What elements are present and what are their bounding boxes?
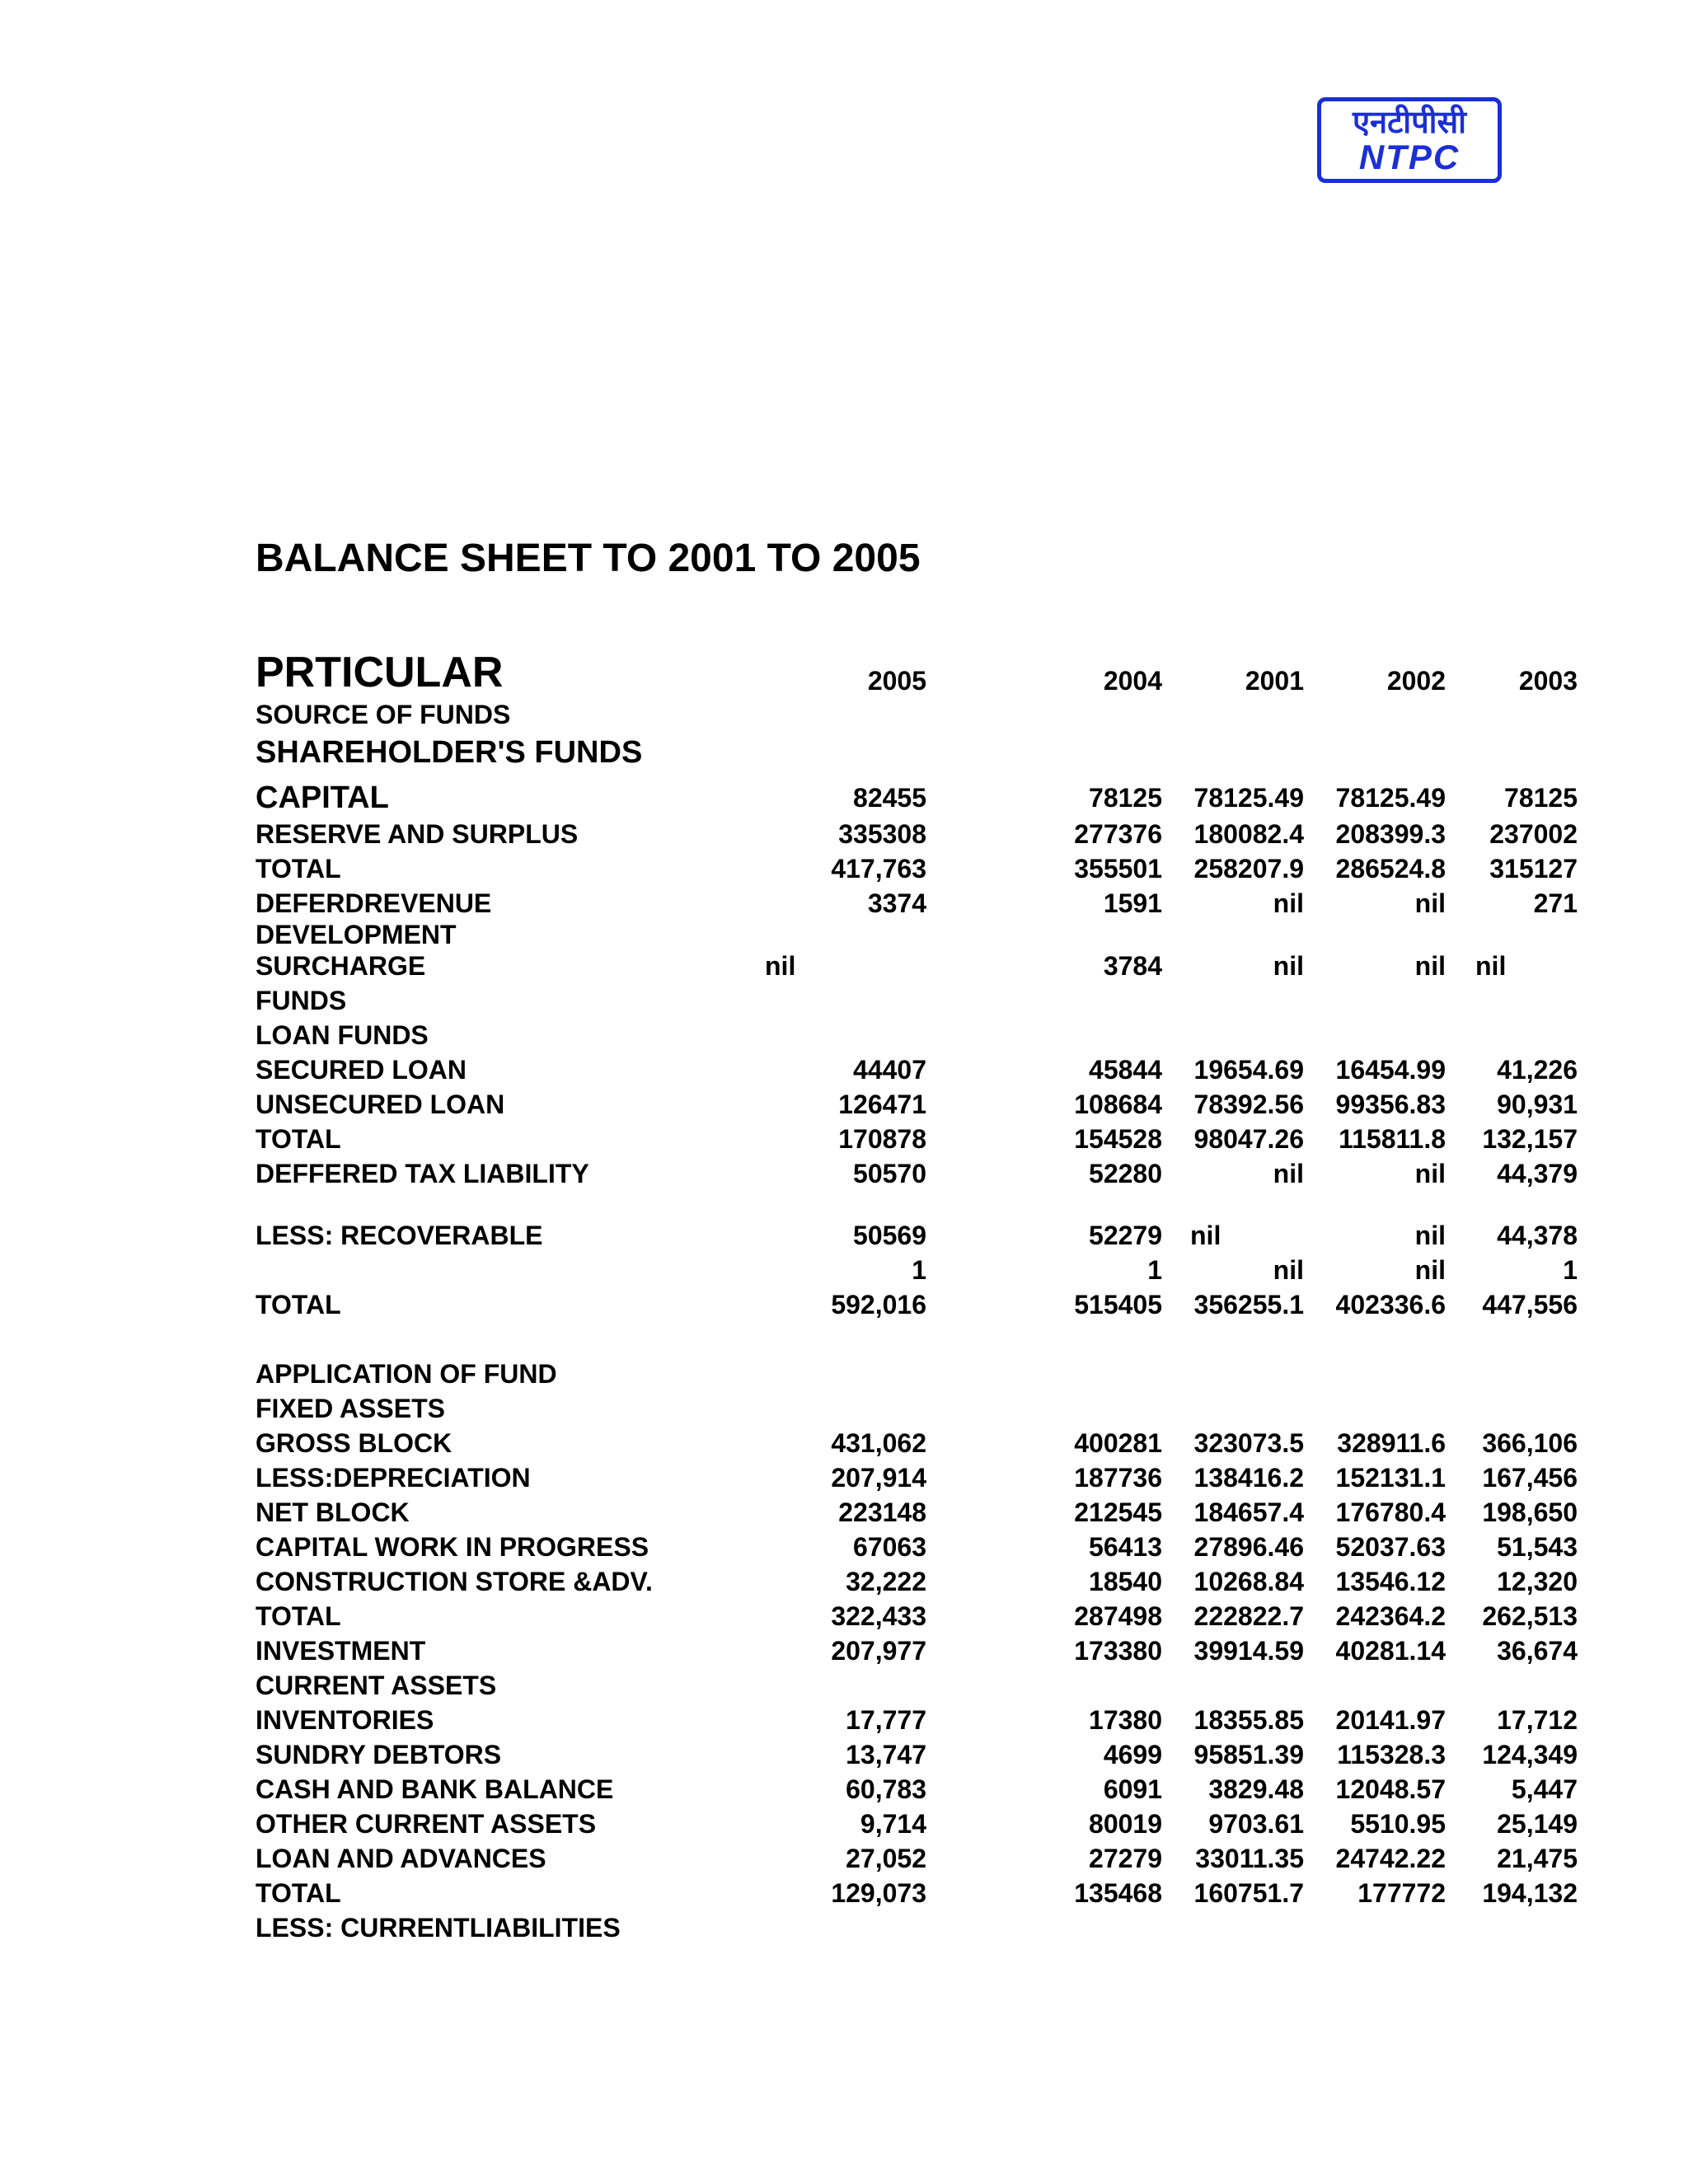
row-value-col-2004: 56413	[1089, 1532, 1162, 1562]
row-label: FIXED ASSETS	[256, 1394, 445, 1423]
row-value-col-2004: 355501	[1074, 854, 1162, 883]
header-year: 2005	[867, 666, 926, 696]
row-value-col-2001: nil	[1273, 1159, 1304, 1188]
row-value-col-2005: 50569	[853, 1221, 926, 1250]
row-value-col-2002: 328911.6	[1337, 1428, 1446, 1458]
row-value-col-2005: 67063	[853, 1532, 926, 1562]
row-value-col-2003: 12,320	[1497, 1567, 1578, 1596]
row-label: CURRENT ASSETS	[256, 1671, 497, 1700]
row-value-col-2001: 138416.2	[1193, 1463, 1304, 1493]
row-value-col-2005: 129,073	[831, 1878, 926, 1908]
row-label: INVESTMENT	[256, 1636, 426, 1666]
row-value-col-2002: nil	[1414, 1255, 1446, 1285]
table-row	[0, 1087, 1688, 1122]
row-label: CAPITAL	[256, 780, 389, 815]
row-value-col-2003: 17,712	[1497, 1705, 1578, 1735]
row-value-col-2003: 51,543	[1497, 1532, 1578, 1562]
row-value-col-2003: 1	[1563, 1255, 1578, 1285]
row-value-col-2002: 5510.95	[1350, 1809, 1446, 1839]
row-value-col-2004: 3784	[1103, 951, 1162, 981]
table-row	[0, 851, 1688, 886]
row-label: TOTAL	[256, 1601, 341, 1631]
row-value-col-2001: 356255.1	[1193, 1290, 1304, 1319]
row-label: DEFFERED TAX LIABILITY	[256, 1159, 589, 1188]
table-row	[0, 1910, 1688, 1945]
row-value-col-2003: 5,447	[1511, 1774, 1578, 1804]
table-row	[0, 1287, 1688, 1322]
row-value-col-2003: 315127	[1489, 854, 1578, 883]
table-row	[0, 1633, 1688, 1668]
row-label: UNSECURED LOAN	[256, 1090, 505, 1119]
row-value-col-2005: 126471	[838, 1090, 926, 1119]
row-value-col-2001: 222822.7	[1193, 1601, 1304, 1631]
row-value-col-2005: 60,783	[846, 1774, 926, 1804]
row-value-col-2002: 176780.4	[1335, 1497, 1446, 1527]
logo-hindi-text: एनटीपीसी	[1352, 104, 1467, 140]
row-value-col-2002: 78125.49	[1335, 783, 1446, 813]
table-row	[0, 1772, 1688, 1807]
row-label: RESERVE AND SURPLUS	[256, 819, 579, 849]
row-value-col-2005: 417,763	[831, 854, 926, 883]
row-value-col-2001: 9703.61	[1208, 1809, 1304, 1839]
header-year: 2004	[1103, 666, 1162, 696]
row-value-col-2004: 173380	[1074, 1636, 1162, 1666]
row-value-col-2001: 3829.48	[1208, 1774, 1304, 1804]
row-value-col-2004: 80019	[1089, 1809, 1162, 1839]
row-label: APPLICATION OF FUND	[256, 1359, 557, 1389]
row-label: INVENTORIES	[256, 1705, 434, 1735]
table-header-row	[0, 649, 1688, 696]
row-value-col-2003: 447,556	[1482, 1290, 1578, 1319]
row-value-col-2004: 18540	[1089, 1567, 1162, 1596]
row-value-col-2001: 78125.49	[1193, 783, 1304, 813]
row-value-col-2002: nil	[1414, 1159, 1446, 1188]
row-value-col-2004: 45844	[1089, 1055, 1162, 1085]
table-row	[0, 1841, 1688, 1876]
row-label: SOURCE OF FUNDS	[256, 700, 511, 729]
table-row	[0, 817, 1688, 851]
row-value-col-2005: 223148	[838, 1497, 926, 1527]
row-value-col-2003: 44,379	[1497, 1159, 1578, 1188]
row-label: SURCHARGE	[256, 951, 426, 981]
row-value-col-2003: 25,149	[1497, 1809, 1578, 1839]
row-value-col-2001: 98047.26	[1193, 1124, 1304, 1154]
row-value-col-2005: 170878	[838, 1124, 926, 1154]
row-value-col-2001: 180082.4	[1193, 819, 1304, 849]
table-row	[0, 1460, 1688, 1495]
row-value-col-2005: 50570	[853, 1159, 926, 1188]
row-label: DEVELOPMENT	[256, 920, 457, 949]
row-value-col-2002: 13546.12	[1335, 1567, 1446, 1596]
row-label: SHAREHOLDER'S FUNDS	[256, 735, 643, 770]
row-label: TOTAL	[256, 1124, 341, 1154]
row-value-col-2005: 13,747	[846, 1740, 926, 1769]
row-value-col-2002: nil	[1414, 1221, 1446, 1250]
row-value-col-2001: 19654.69	[1193, 1055, 1304, 1085]
table-row	[0, 1122, 1688, 1156]
row-value-col-2005: 1	[912, 1255, 926, 1285]
table-row	[0, 1737, 1688, 1772]
row-value-col-2001: 323073.5	[1193, 1428, 1304, 1458]
row-label: NET BLOCK	[256, 1497, 410, 1527]
row-value-col-2002: 402336.6	[1335, 1290, 1446, 1319]
table-row	[0, 1668, 1688, 1703]
row-value-col-2004: 78125	[1089, 783, 1162, 813]
row-value-col-2001: nil	[1273, 1255, 1304, 1285]
row-value-col-2004: 515405	[1074, 1290, 1162, 1319]
row-value-col-2003: 198,650	[1482, 1497, 1578, 1527]
table-row	[0, 1357, 1688, 1391]
row-label: LESS:DEPRECIATION	[256, 1463, 531, 1493]
row-value-col-2005: 207,914	[831, 1463, 926, 1493]
row-value-col-2004: 52279	[1089, 1221, 1162, 1250]
row-value-col-2002: 115811.8	[1339, 1124, 1446, 1154]
table-row	[0, 1495, 1688, 1530]
table-row	[0, 983, 1688, 1018]
table-row	[0, 780, 1688, 815]
row-value-col-2005: 431,062	[831, 1428, 926, 1458]
row-value-col-2004: 52280	[1089, 1159, 1162, 1188]
row-value-col-2002: nil	[1414, 888, 1446, 918]
row-value-col-2004: 154528	[1074, 1124, 1162, 1154]
row-value-col-2004: 287498	[1074, 1601, 1162, 1631]
row-value-col-2005: 335308	[838, 819, 926, 849]
row-value-col-2001: 160751.7	[1193, 1878, 1304, 1908]
row-value-col-2002: 16454.99	[1335, 1055, 1446, 1085]
row-value-col-2003: 90,931	[1497, 1090, 1578, 1119]
row-value-col-2002: 40281.14	[1335, 1636, 1446, 1666]
row-value-col-2003: nil	[1475, 951, 1507, 981]
row-value-col-2005: 44407	[853, 1055, 926, 1085]
row-value-col-2004: 17380	[1089, 1705, 1162, 1735]
row-value-col-2005: 32,222	[846, 1567, 926, 1596]
row-value-col-2003: 271	[1533, 888, 1578, 918]
row-label: FUNDS	[256, 986, 347, 1015]
row-value-col-2003: 36,674	[1497, 1636, 1578, 1666]
row-value-col-2002: 52037.63	[1335, 1532, 1446, 1562]
header-label: PRTICULAR	[256, 649, 504, 696]
row-value-col-2003: 366,106	[1482, 1428, 1578, 1458]
row-value-col-2004: 108684	[1074, 1090, 1162, 1119]
row-value-col-2002: 177772	[1357, 1878, 1446, 1908]
row-value-col-2001: 10268.84	[1193, 1567, 1304, 1596]
row-value-col-2004: 187736	[1074, 1463, 1162, 1493]
row-value-col-2002: 152131.1	[1335, 1463, 1446, 1493]
row-value-col-2001: 184657.4	[1193, 1497, 1304, 1527]
row-label: SUNDRY DEBTORS	[256, 1740, 502, 1769]
header-year: 2002	[1386, 666, 1446, 696]
row-value-col-2003: 262,513	[1482, 1601, 1578, 1631]
row-label: CASH AND BANK BALANCE	[256, 1774, 614, 1804]
row-value-col-2002: 24742.22	[1335, 1844, 1446, 1873]
row-value-col-2001: nil	[1273, 888, 1304, 918]
row-value-col-2001: 18355.85	[1193, 1705, 1304, 1735]
page-title: BALANCE SHEET TO 2001 TO 2005	[256, 537, 921, 580]
row-value-col-2003: 44,378	[1497, 1221, 1578, 1250]
row-value-col-2005: 592,016	[831, 1290, 926, 1319]
row-label: LESS: CURRENTLIABILITIES	[256, 1913, 621, 1943]
row-value-col-2003: 124,349	[1482, 1740, 1578, 1769]
table-row	[0, 1253, 1688, 1287]
table-row	[0, 697, 1688, 732]
row-value-col-2001: nil	[1273, 951, 1304, 981]
table-row	[0, 886, 1688, 921]
row-value-col-2003: 167,456	[1482, 1463, 1578, 1493]
row-label: LOAN FUNDS	[256, 1020, 429, 1050]
row-label: TOTAL	[256, 1878, 341, 1908]
table-row	[0, 1807, 1688, 1841]
row-value-col-2004: 212545	[1074, 1497, 1162, 1527]
row-label: SECURED LOAN	[256, 1055, 467, 1085]
table-row	[0, 735, 1688, 770]
row-label: GROSS BLOCK	[256, 1428, 452, 1458]
table-row	[0, 1018, 1688, 1052]
row-value-col-2003: 41,226	[1497, 1055, 1578, 1085]
row-label: LESS: RECOVERABLE	[256, 1221, 543, 1250]
row-label: TOTAL	[256, 1290, 341, 1319]
row-value-col-2005: nil	[765, 951, 796, 981]
table-row	[0, 1426, 1688, 1460]
row-label: CAPITAL WORK IN PROGRESS	[256, 1532, 649, 1562]
row-value-col-2001: 258207.9	[1193, 854, 1304, 883]
table-row	[0, 949, 1688, 983]
header-year: 2003	[1518, 666, 1578, 696]
table-row	[0, 1391, 1688, 1426]
row-value-col-2001: 27896.46	[1193, 1532, 1304, 1562]
row-value-col-2001: 33011.35	[1195, 1844, 1304, 1873]
row-value-col-2001: 95851.39	[1193, 1740, 1304, 1769]
row-value-col-2004: 1	[1147, 1255, 1162, 1285]
row-value-col-2003: 237002	[1489, 819, 1578, 849]
row-value-col-2002: 20141.97	[1335, 1705, 1446, 1735]
row-value-col-2004: 400281	[1074, 1428, 1162, 1458]
row-label: OTHER CURRENT ASSETS	[256, 1809, 597, 1839]
table-row	[0, 1052, 1688, 1087]
table-row	[0, 1703, 1688, 1737]
row-value-col-2005: 9,714	[860, 1809, 926, 1839]
row-value-col-2001: nil	[1190, 1221, 1221, 1250]
row-value-col-2003: 132,157	[1482, 1124, 1578, 1154]
row-value-col-2004: 135468	[1074, 1878, 1162, 1908]
logo-english-text: NTPC	[1358, 138, 1461, 176]
row-value-col-2003: 194,132	[1482, 1878, 1578, 1908]
row-value-col-2002: 115328.3	[1337, 1740, 1446, 1769]
row-value-col-2005: 3374	[867, 888, 926, 918]
table-row	[0, 917, 1688, 952]
row-label: LOAN AND ADVANCES	[256, 1844, 546, 1873]
row-value-col-2001: 78392.56	[1193, 1090, 1304, 1119]
table-row	[0, 1599, 1688, 1633]
row-label: CONSTRUCTION STORE &ADV.	[256, 1567, 653, 1596]
row-value-col-2002: 12048.57	[1335, 1774, 1446, 1804]
row-value-col-2003: 21,475	[1497, 1844, 1578, 1873]
row-value-col-2005: 17,777	[846, 1705, 926, 1735]
table-row	[0, 1876, 1688, 1910]
row-value-col-2002: 208399.3	[1335, 819, 1446, 849]
table-row	[0, 1218, 1688, 1253]
table-row	[0, 1530, 1688, 1564]
row-value-col-2005: 207,977	[831, 1636, 926, 1666]
row-value-col-2005: 27,052	[846, 1844, 926, 1873]
table-row	[0, 1156, 1688, 1191]
row-value-col-2004: 6091	[1103, 1774, 1162, 1804]
row-value-col-2004: 27279	[1089, 1844, 1162, 1873]
row-value-col-2004: 1591	[1103, 888, 1162, 918]
row-value-col-2004: 4699	[1103, 1740, 1162, 1769]
row-value-col-2002: 286524.8	[1335, 854, 1446, 883]
row-label: DEFERDREVENUE	[256, 888, 492, 918]
row-label: TOTAL	[256, 854, 341, 883]
header-year: 2001	[1245, 666, 1304, 696]
ntpc-logo	[1317, 97, 1502, 183]
row-value-col-2003: 78125	[1504, 783, 1578, 813]
row-value-col-2005: 322,433	[831, 1601, 926, 1631]
row-value-col-2001: 39914.59	[1193, 1636, 1304, 1666]
row-value-col-2005: 82455	[853, 783, 926, 813]
table-row	[0, 1564, 1688, 1599]
row-value-col-2002: 99356.83	[1335, 1090, 1446, 1119]
row-value-col-2002: nil	[1414, 951, 1446, 981]
row-value-col-2004: 277376	[1074, 819, 1162, 849]
row-value-col-2002: 242364.2	[1335, 1601, 1446, 1631]
